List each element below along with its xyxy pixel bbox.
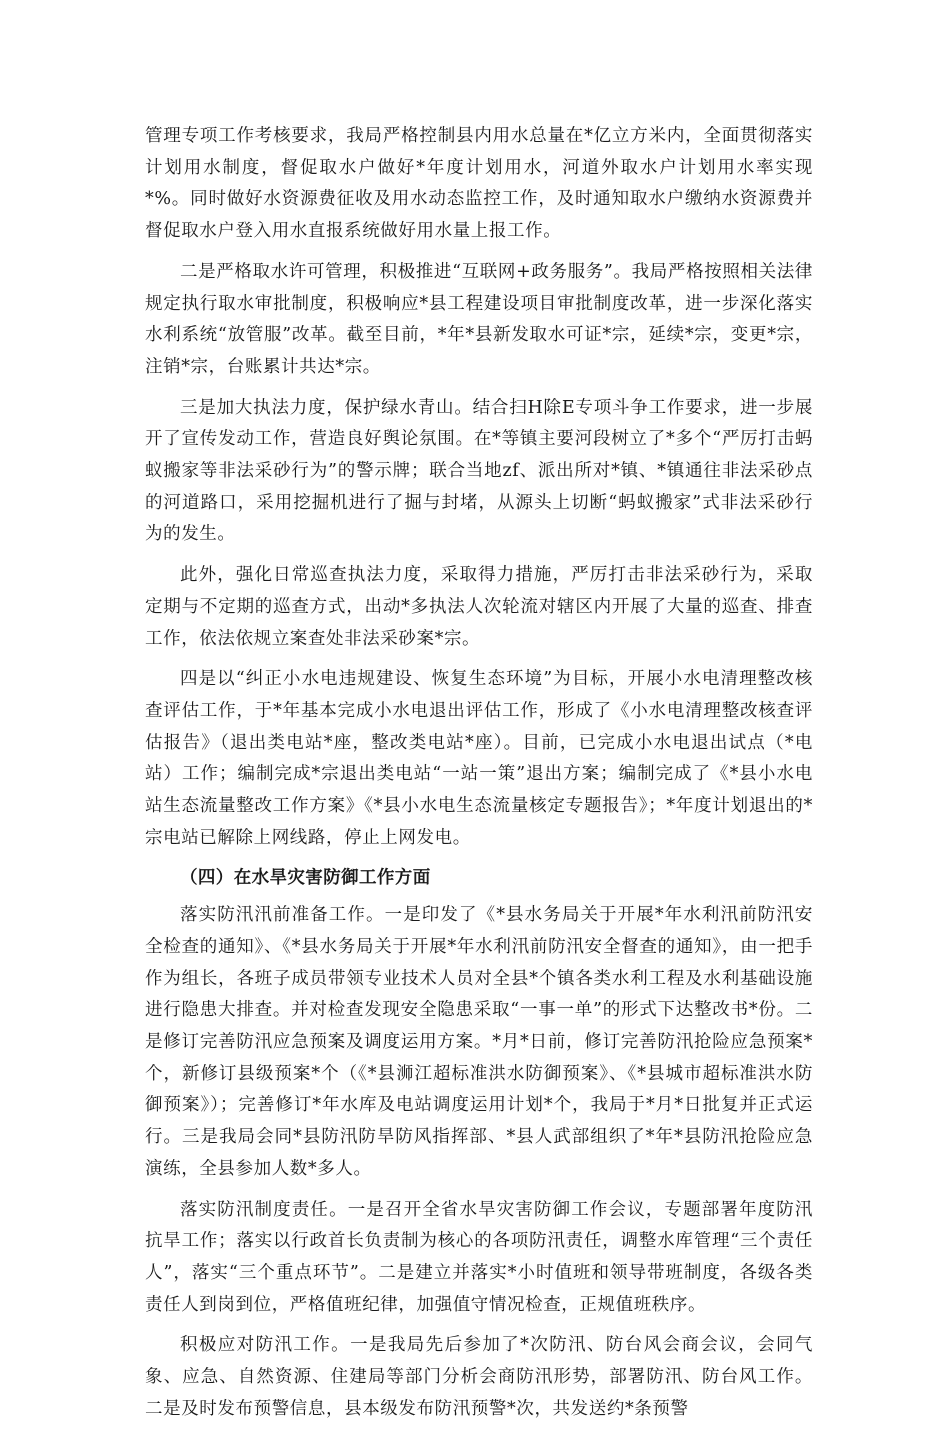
paragraph-water-total-control: 管理专项工作考核要求，我局严格控制县内用水总量在*亿立方米内，全面贯彻落实计划用水制度，督促取水户做好*年度计划用水，河道外取水户计划用水率实现*%。同时做好水资源费征收及用水动态监控工作，及时通知取水户缴纳水资源费并督促取水户登入用水直报系统做好用水量上报工作。 xyxy=(145,126,813,242)
paragraph-water-permit-management: 二是严格取水许可管理，积极推进“互联网+政务服务”。我局严格按照相关法律规定执行取水审批制度，积极响应*县工程建设项目审批制度改革，进一步深化落实水利系统“放管服”改革。截至目前，*年*县新发取水可证*宗，延续*宗，变更*宗，注销*宗，台账累计共达*宗。 xyxy=(145,261,813,377)
document-body xyxy=(145,121,813,1434)
paragraph-daily-patrol: 此外，强化日常巡查执法力度，采取得力措施，严厉打击非法采砂行为，采取定期与不定期的巡查方式，出动*多执法人次轮流对辖区内开展了大量的巡查、排查工作，依法依规立案查处非法采砂案*宗。 xyxy=(145,565,813,649)
paragraph-law-enforcement: 三是加大执法力度，保护绿水青山。结合扫H除E专项斗争工作要求，进一步展开了宣传发动工作，营造良好舆论氛围。在*等镇主要河段树立了*多个“严厉打击蚂蚁搬家等非法采砂行为”的警示牌；联合当地zf、派出所对*镇、*镇通往非法采砂点的河道路口，采用挖掘机进行了掘与封堵，从源头上切断“蚂蚁搬家”式非法采砂行为的发生。 xyxy=(145,397,813,545)
paragraph-flood-preparation: 落实防汛汛前准备工作。一是印发了《*县水务局关于开展*年水利汛前防汛安全检查的通知》、《*县水务局关于开展*年水利汛前防汛安全督查的通知》，由一把手作为组长，各班子成员带领专业技术人员对全县*个镇各类水利工程及水利基础设施进行隐患大排查。并对检查发现安全隐患采取“一事一单”的形式下达整改书*份。二是修订完善防汛应急预案及调度运用方案。*月*日前，修订完善防汛抢险应急预案*个，新修订县级预案*个（《*县浉江超标准洪水防御预案》、《*县城市超标准洪水防御预案》）；完善修订*年水库及电站调度运用计划*个，我局于*月*日批复并正式运行。三是我局会同*县防汛防旱防风指挥部、*县人武部组织了*年*县防汛抢险应急演练，全县参加人数*多人。 xyxy=(145,905,813,1179)
paragraph-flood-responsibility: 落实防汛制度责任。一是召开全省水旱灾害防御工作会议，专题部署年度防汛抗旱工作；落实以行政首长负责制为核心的各项防汛责任，调整水库管理“三个责任人”，落实“三个重点环节”。二是建立并落实*小时值班和领导带班制度，各级各类责任人到岗到位，严格值班纪律，加强值守情况检查，正规值班秩序。 xyxy=(145,1199,813,1315)
paragraph-small-hydropower: 四是以“纠正小水电违规建设、恢复生态环境”为目标，开展小水电清理整改核查评估工作，于*年基本完成小水电退出评估工作，形成了《小水电清理整改核查评估报告》（退出类电站*座，整改类电站*座）。目前，已完成小水电退出试点（*电站）工作；编制完成*宗退出类电站“一站一策”退出方案；编制完成了《*县小水电站生态流量整改工作方案》《*县小水电生态流量核定专题报告》；*年度计划退出的*宗电站已解除上网线路，停止上网发电。 xyxy=(145,669,813,848)
section-heading-disaster-prevention: （四）在水旱灾害防御工作方面 xyxy=(180,868,431,889)
paragraph-flood-response: 积极应对防汛工作。一是我局先后参加了*次防汛、防台风会商会议，会同气象、应急、自然资源、住建局等部门分析会商防汛形势，部署防汛、防台风工作。二是及时发布预警信息，县本级发布防汛预警*次，共发送约*条预警 xyxy=(145,1335,813,1419)
